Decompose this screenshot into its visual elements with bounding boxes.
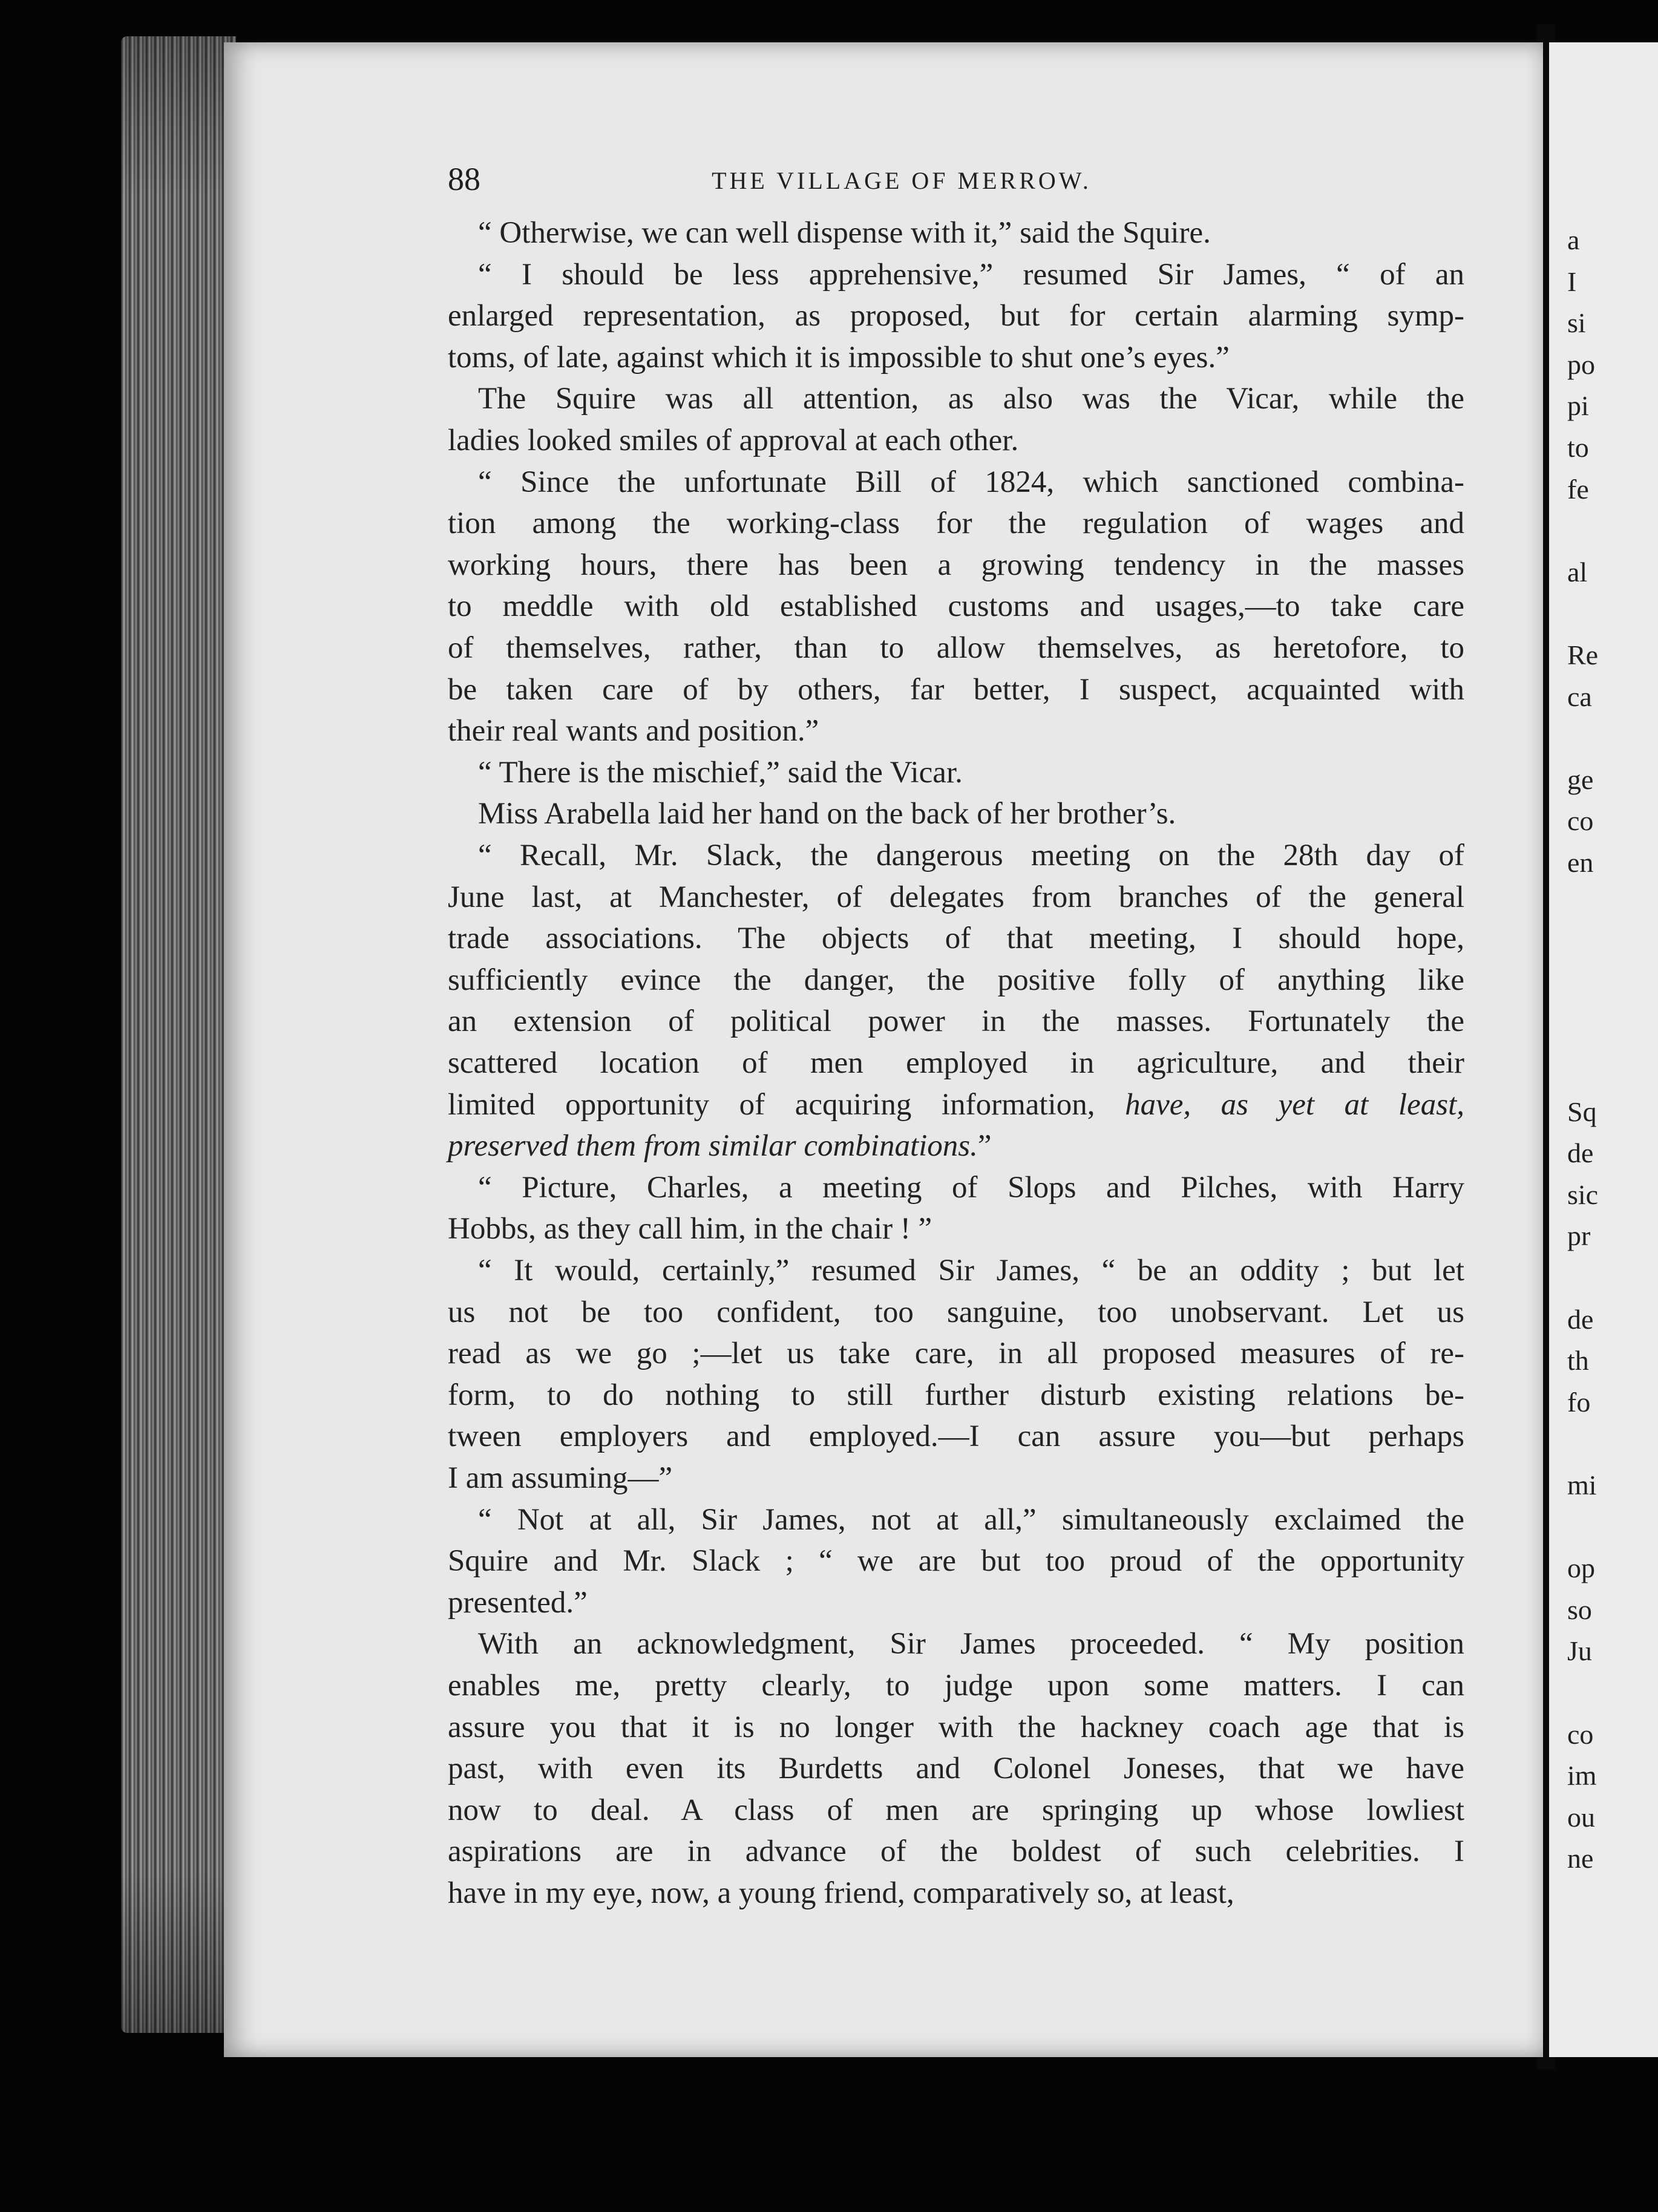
facing-page-fragment: co <box>1567 805 1594 837</box>
text-line: enables me, pretty clearly, to judge upon some matters. I can <box>448 1669 1464 1703</box>
facing-page-fragment: al <box>1567 556 1588 587</box>
text-line: be taken care of by others, far better, I suspect, acquainted with <box>448 672 1464 707</box>
text-line: enlarged representation, as proposed, but for certain alarming symp- <box>448 299 1464 333</box>
text-line: past, with even its Burdetts and Colonel Joneses, that we have <box>448 1752 1464 1786</box>
text-line: presented.” <box>448 1585 588 1620</box>
facing-page-fragment: ou <box>1567 1801 1595 1833</box>
text-line: June last, at Manchester, of delegates from branches of the general <box>448 880 1464 914</box>
facing-page-fragment: a <box>1567 224 1580 255</box>
facing-page-fragment: im <box>1567 1760 1597 1792</box>
text-line: of themselves, rather, than to allow themselves, as heretofore, to <box>448 631 1464 665</box>
facing-page-fragment: fo <box>1567 1386 1591 1418</box>
text-line: toms, of late, against which it is impossible to shut one’s eyes.” <box>448 340 1230 375</box>
facing-page-fragment: Sq <box>1567 1096 1597 1127</box>
facing-page-fragment: fe <box>1567 473 1589 505</box>
facing-page-fragment: sic <box>1567 1179 1599 1210</box>
text-line: “ It would, certainly,” resumed Sir James, “ be an oddity ; but let <box>478 1254 1464 1288</box>
text-line: “ There is the mischief,” said the Vicar. <box>478 755 963 790</box>
page-number: 88 <box>448 161 480 197</box>
text-line: sufficiently evince the danger, the positive folly of anything like <box>448 963 1464 997</box>
text-line: I am assuming—” <box>448 1461 673 1495</box>
text-line: With an acknowledgment, Sir James proceeded. “ My position <box>478 1627 1464 1661</box>
facing-page-fragment: Re <box>1567 640 1599 670</box>
text-line: now to deal. A class of men are springing up whose lowliest <box>448 1793 1464 1827</box>
text-line: ladies looked smiles of approval at each other. <box>448 424 1019 457</box>
facing-page-fragment: to <box>1567 432 1589 463</box>
text-line: “ Otherwise, we can well dispense with it,” said the Squire. <box>478 216 1211 250</box>
text-line: tween employers and employed.—I can assure you—but perhaps <box>448 1419 1464 1454</box>
facing-page-fragment: Ju <box>1567 1635 1592 1667</box>
facing-page-fragment: ge <box>1567 764 1594 795</box>
text-line: an extension of political power in the masses. Fortunately the <box>448 1004 1464 1039</box>
page-edges <box>121 36 236 2033</box>
text-line: read as we go ;—let us take care, in all proposed measures of re- <box>448 1337 1464 1371</box>
text-line: “ Not at all, Sir James, not at all,” simultaneously exclaimed the <box>478 1502 1464 1537</box>
text-line: aspirations are in advance of the boldest of such celebrities. I <box>448 1834 1464 1869</box>
text-line: preserved them from similar combinations.” <box>448 1129 992 1163</box>
text-line: “ I should be less apprehensive,” resumed Sir James, “ of an <box>478 257 1464 292</box>
facing-page-fragment: po <box>1567 348 1595 380</box>
facing-page-fragment: ca <box>1567 681 1592 712</box>
facing-page-fragment: en <box>1567 847 1594 878</box>
text-line: “ Recall, Mr. Slack, the dangerous meeting on the 28th day of <box>478 839 1464 872</box>
facing-page-fragment: pr <box>1567 1220 1591 1252</box>
facing-page-fragment: op <box>1567 1553 1595 1584</box>
text-line: assure you that it is no longer with the hackney coach age that is <box>448 1710 1464 1744</box>
text-line: Hobbs, as they call him, in the chair ! ” <box>448 1212 932 1246</box>
text-line: Miss Arabella laid her hand on the back of her brother’s. <box>478 797 1176 831</box>
text-line: to meddle with old established customs and usages,—to take care <box>448 589 1464 624</box>
text-line: limited opportunity of acquiring information, have, as yet at least, <box>448 1087 1464 1122</box>
facing-page-fragment: pi <box>1567 390 1589 422</box>
facing-page-fragment: so <box>1567 1594 1592 1625</box>
facing-page-fragment: de <box>1567 1137 1594 1169</box>
text-line: have in my eye, now, a young friend, comparatively so, at least, <box>448 1876 1234 1910</box>
facing-page-text <box>1549 42 1658 2057</box>
body-text <box>224 42 1543 2057</box>
text-line: working hours, there has been a growing tendency in the masses <box>448 548 1464 582</box>
facing-page-fragment: mi <box>1567 1470 1597 1500</box>
text-line: trade associations. The objects of that meeting, I should hope, <box>448 921 1464 956</box>
facing-page-fragment: th <box>1567 1345 1589 1376</box>
facing-page <box>1549 42 1658 2057</box>
text-line: The Squire was all attention, as also was the Vicar, while the <box>478 382 1464 416</box>
text-line: tion among the working-class for the regulation of wages and <box>448 506 1464 541</box>
facing-page-fragment: I <box>1567 266 1577 297</box>
facing-page-fragment: ne <box>1567 1843 1594 1874</box>
running-title: THE VILLAGE OF MERROW. <box>712 167 1092 194</box>
text-line: “ Picture, Charles, a meeting of Slops and Pilches, with Harry <box>478 1170 1464 1205</box>
facing-page-fragment: de <box>1567 1303 1594 1335</box>
text-line: Squire and Mr. Slack ; “ we are but too proud of the opportunity <box>448 1544 1464 1579</box>
text-line: scattered location of men employed in agriculture, and their <box>448 1046 1464 1080</box>
text-line: “ Since the unfortunate Bill of 1824, which sanctioned combina- <box>478 465 1464 499</box>
facing-page-fragment: si <box>1567 307 1586 339</box>
book-page <box>224 42 1543 2057</box>
facing-page-fragment: co <box>1567 1718 1594 1750</box>
text-line: their real wants and position.” <box>448 714 819 748</box>
text-line: us not be too confident, too sanguine, too unobservant. Let us <box>448 1295 1464 1329</box>
text-line: form, to do nothing to still further disturb existing relations be- <box>448 1378 1464 1412</box>
